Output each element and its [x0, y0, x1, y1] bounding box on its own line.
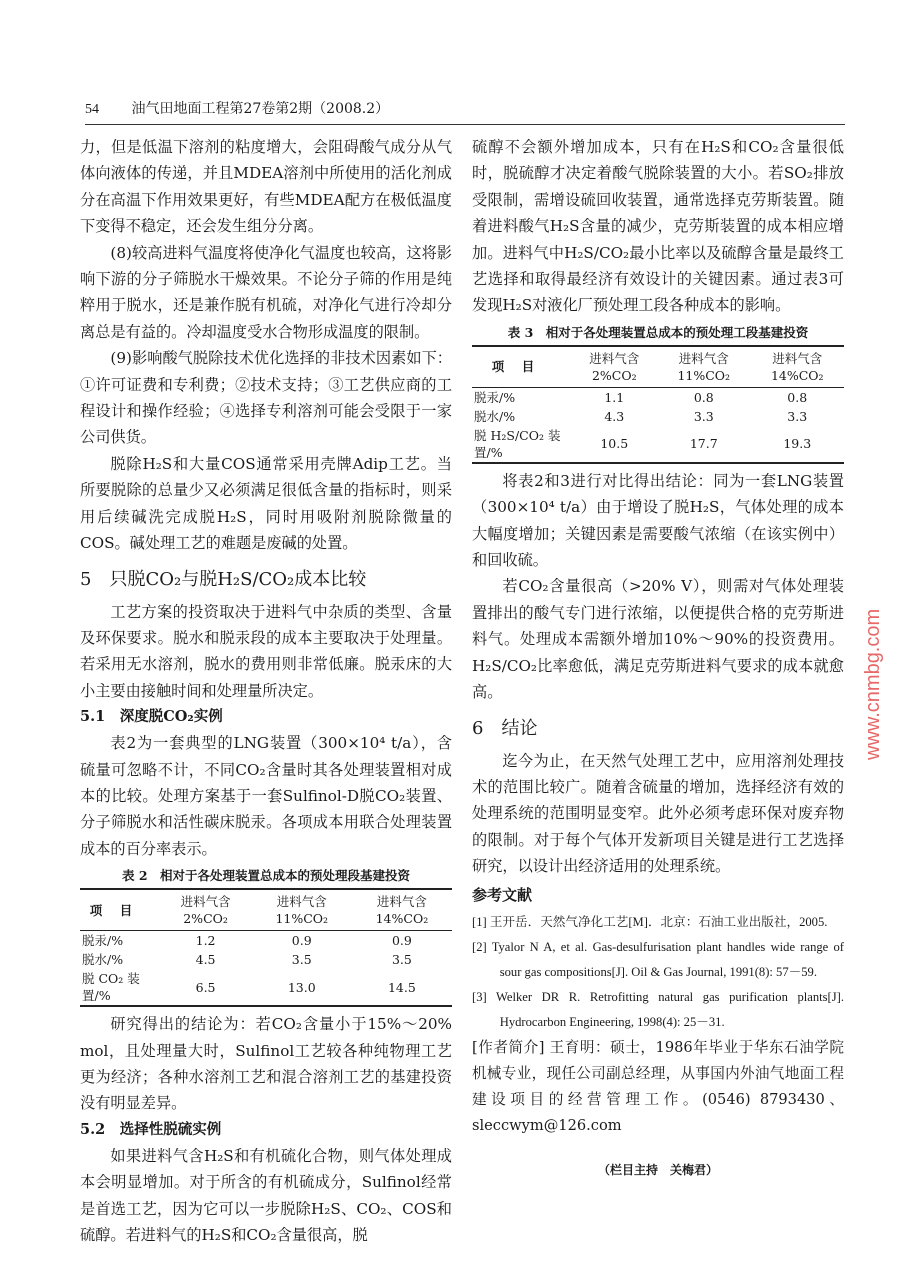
author-bio: [作者简介] 王育明：硕士，1986年毕业于华东石油学院机械专业，现任公司副总经理，从事国内外油气地面工程建设项目的经营管理工作。(0546) 8793430、sleccwym@126.com — [472, 1038, 844, 1134]
table-header: 项目 — [80, 889, 159, 931]
paragraph: 迄今为止，在天然气处理工艺中，应用溶剂处理技术的范围比较广。随着含硫量的增加，选择经济有效的处理系统的范围明显变窄。此外必须考虑环保对废弃物的限制。对于每个气体开发新项目关键是进行工艺选择研究，以设计出经济适用的处理系统。 — [472, 751, 844, 876]
table-row — [80, 931, 452, 951]
table-3-caption: 表 3 相对于各处理装置总成本的预处理工段基建投资 — [507, 324, 809, 340]
right-column — [472, 134, 844, 1183]
paragraph: 脱除H₂S和大量COS通常采用壳牌Adip工艺。当所要脱除的总量少又必须满足很低含量的指标时，则采用后续碱洗完成脱H₂S，同时用吸附剂脱除微量的COS。碱处理工艺的难题是废碱的处置。 — [80, 454, 452, 553]
paragraph: 力，但是低温下溶剂的粘度增大，会阻碍酸气成分从气体向液体的传递，并且MDEA溶剂中所使用的活化剂成分在高温下作用效果更好，有些MDEA配方在极低温度下变得不稳定，还会发生组分分离。 — [80, 138, 452, 236]
reference-item: [1] 王开岳．天然气净化工艺[M]．北京：石油工业出版社，2005. — [472, 914, 828, 929]
table-cell: 3.5 — [391, 952, 412, 968]
section-heading-5: 5 只脱CO₂与脱H₂S/CO₂成本比较 — [80, 568, 367, 590]
left-column — [80, 134, 452, 1248]
table-2-caption: 表 2 相对于各处理装置总成本的预处理段基建投资 — [121, 868, 411, 884]
references-heading: 参考文献 — [472, 885, 533, 904]
table-cell: 6.5 — [195, 979, 216, 995]
table-cell: 3.3 — [693, 408, 714, 424]
table-row — [472, 407, 844, 426]
table-cell: 脱汞/% — [474, 389, 516, 405]
table-header: 进料气含 2%CO₂ — [159, 889, 251, 931]
reference-item: [2] Tyalor N A, et al. Gas-desulfurisation plant handles wide range of sour gas compositions[J]. Oil & Gas Journal, 1991(8): 57－59. — [472, 939, 844, 979]
table-cell: 14.5 — [387, 979, 416, 995]
running-header — [85, 98, 845, 125]
table-cell: 4.3 — [604, 408, 625, 424]
paragraph: 表2为一套典型的LNG装置（300×10⁴ t/a），含硫量可忽略不计，不同CO₂含量时其各处理装置相对成本的比较。处理方案基于一套Sulfinol-D脱CO₂装置、分子筛脱水和活性碳床脱汞。各项成本用联合处理装置成本的百分率表示。 — [80, 734, 452, 858]
table-header: 进料气含 11%CO₂ — [252, 889, 352, 931]
table-cell: 3.3 — [787, 408, 808, 424]
subsection-heading-5-1: 5.1 深度脱CO₂实例 — [80, 708, 223, 726]
table-cell: 脱水/% — [474, 408, 516, 424]
table-3 — [472, 345, 844, 464]
table-row — [472, 387, 844, 407]
table-cell: 1.1 — [604, 389, 625, 405]
journal-title: 油气田地面工程第27卷第2期（2008.2） — [131, 101, 390, 117]
page-number: 54 — [85, 102, 99, 117]
table-cell: 脱汞/% — [82, 933, 124, 949]
table-cell: 4.5 — [195, 952, 216, 968]
column-editor: （栏目主持 关梅君） — [597, 1162, 718, 1177]
paragraph: (9)影响酸气脱除技术优化选择的非技术因素如下：①许可证费和专利费；②技术支持；③工艺供应商的工程设计和操作经验；④选择专利溶剂可能会受限于一家公司供货。 — [80, 349, 452, 447]
table-cell: 脱水/% — [82, 952, 124, 968]
table-row — [80, 969, 452, 1006]
table-header: 进料气含 11%CO₂ — [657, 346, 750, 388]
subsection-heading-5-2: 5.2 选择性脱硫实例 — [80, 1120, 222, 1138]
table-cell: 10.5 — [600, 436, 629, 452]
table-cell: 0.9 — [391, 933, 412, 949]
paragraph: 若CO₂含量很高（>20% V），则需对气体处理装置排出的酸气专门进行浓缩，以便提供合格的克劳斯进料气。处理成本需额外增加10%～90%的投资费用。H₂S/CO₂比率愈低，满足克劳斯进料气要求的成本就愈高。 — [472, 577, 844, 702]
table-cell: 13.0 — [287, 979, 316, 995]
table-cell: 脱 CO₂ 装置/% — [82, 971, 140, 1004]
table-cell: 0.8 — [787, 389, 808, 405]
table-cell: 19.3 — [783, 436, 812, 452]
table-row — [80, 950, 452, 969]
section-heading-6: 6 结论 — [472, 717, 538, 739]
table-header: 进料气含 2%CO₂ — [572, 346, 658, 388]
paragraph: 研究得出的结论为：若CO₂含量小于15%～20% mol，且处理量大时，Sulfinol工艺较各种纯物理工艺更为经济；各种水溶剂工艺和混合溶剂工艺的基建投资没有明显差异。 — [80, 1015, 452, 1113]
table-cell: 0.8 — [693, 389, 714, 405]
paragraph: (8)较高进料气温度将使净化气温度也较高，这将影响下游的分子筛脱水干燥效果。不论分子筛的作用是纯粹用于脱水，还是兼作脱有机硫，对净化气进行冷却分离总是有益的。冷却温度受水合物形成温度的限制。 — [80, 243, 452, 341]
table-cell: 17.7 — [689, 436, 718, 452]
paragraph: 将表2和3进行对比得出结论：同为一套LNG装置（300×10⁴ t/a）由于增设了脱H₂S，气体处理的成本大幅度增加；关键因素是需要酸气浓缩（在该实例中）和回收硫。 — [472, 471, 844, 570]
paragraph: 硫醇不会额外增加成本，只有在H₂S和CO₂含量很低时，脱硫醇才决定着酸气脱除装置的大小。若SO₂排放受限制，需增设硫回收装置，通常选择克劳斯装置。随着进料酸气H₂S含量的减少，克劳斯装置的成本相应增加。进料气中H₂S/CO₂最小比率以及硫醇含量是最终工艺选择和取得最经济有效设计的关键因素。通过表3可发现H₂S对液化厂预处理工段各种成本的影响。 — [472, 138, 844, 315]
table-2 — [80, 888, 452, 1007]
table-cell: 0.9 — [291, 933, 312, 949]
table-cell: 3.5 — [291, 952, 312, 968]
table-header: 进料气含 14%CO₂ — [751, 346, 845, 388]
table-header: 进料气含 14%CO₂ — [352, 889, 452, 931]
reference-item: [3] Welker DR R. Retrofitting natural gas purification plants[J]. Hydrocarbon Engineering, 1998(4): 25－31. — [472, 989, 844, 1029]
watermark: www.cnmbg.com — [862, 608, 884, 760]
table-row — [472, 426, 844, 463]
paragraph: 工艺方案的投资取决于进料气中杂质的类型、含量及环保要求。脱水和脱汞段的成本主要取决于处理量。若采用无水溶剂，脱水的费用则非常低廉。脱汞床的大小主要由接触时间和处理量所决定。 — [80, 602, 452, 700]
paragraph: 如果进料气含H₂S和有机硫化合物，则气体处理成本会明显增加。对于所含的有机硫成分，Sulfinol经常是首选工艺，因为它可以一步脱除H₂S、CO₂、COS和硫醇。若进料气的H₂S和CO₂含量很高，脱 — [80, 1146, 452, 1244]
table-cell: 1.2 — [195, 933, 216, 949]
table-cell: 脱 H₂S/CO₂ 装置/% — [474, 427, 561, 460]
table-header: 项目 — [472, 346, 572, 388]
